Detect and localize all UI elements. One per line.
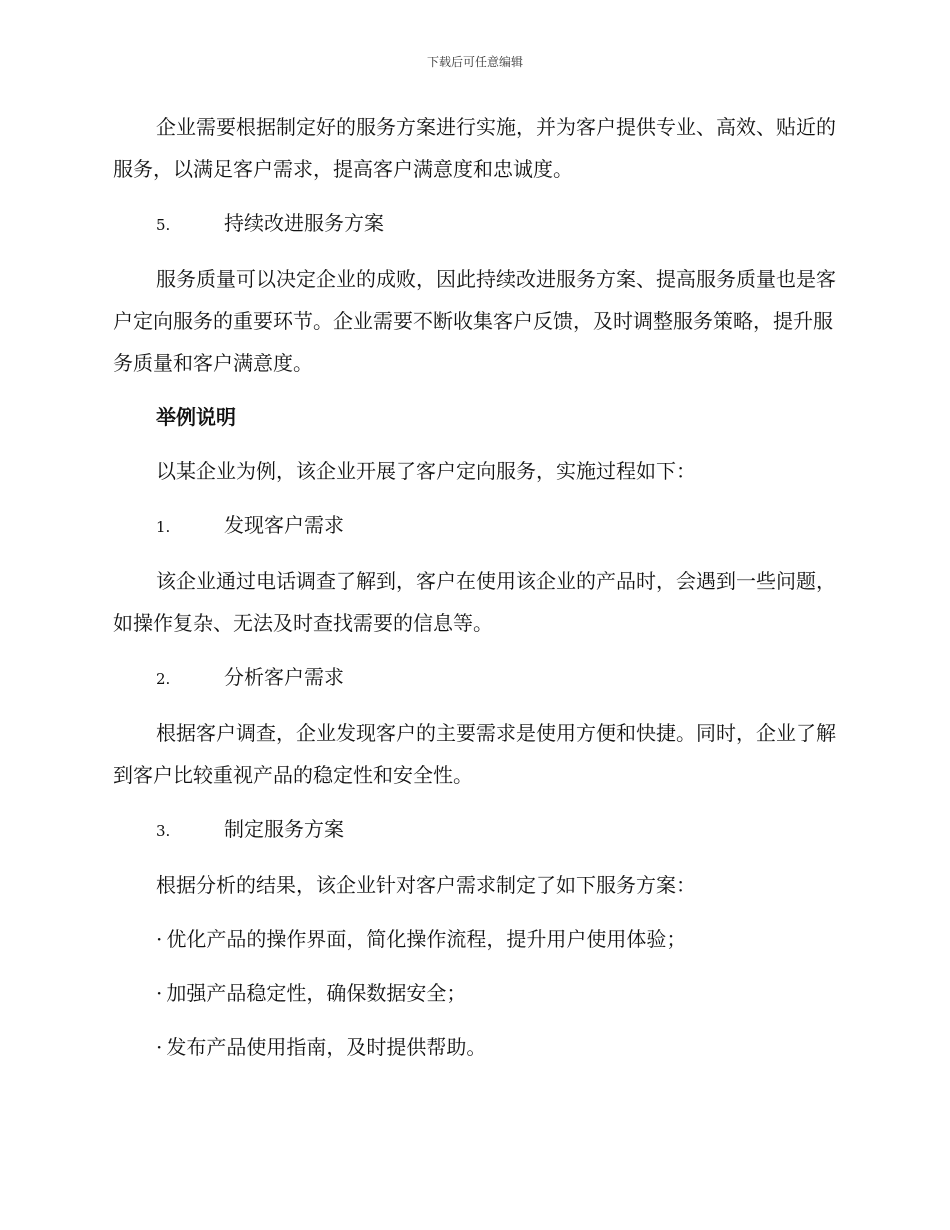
bullet-mark: · xyxy=(156,927,163,951)
bullet-item xyxy=(113,1026,837,1068)
paragraph-improvement: 服务质量可以决定企业的成败，因此持续改进服务方案、提高服务质量也是客户定向服务的重要环节。企业需要不断收集客户反馈，及时调整服务策略，提升服务质量和客户满意度。 xyxy=(113,267,836,375)
paragraph-discover-needs: 该企业通过电话调查了解到，客户在使用该企业的产品时，会遇到一些问题，如操作复杂、无法及时查找需要的信息等。 xyxy=(113,569,836,635)
numbered-item-5 xyxy=(113,202,837,246)
item-number: 2. xyxy=(156,670,171,688)
bullet-item xyxy=(113,918,837,960)
page-header: 下载后可任意编辑 xyxy=(426,55,523,69)
bullet-mark: · xyxy=(156,1035,163,1059)
document-body xyxy=(113,106,837,1080)
paragraph-analyze-needs: 根据客户调查，企业发现客户的主要需求是使用方便和快捷。同时，企业了解到客户比较重视产品的稳定性和安全性。 xyxy=(113,721,836,787)
numbered-item-1 xyxy=(113,504,837,548)
item-number: 5. xyxy=(156,216,171,234)
section-heading-example: 举例说明 xyxy=(156,405,236,429)
bullet-text: 发布产品使用指南，及时提供帮助。 xyxy=(166,1035,487,1059)
paragraph-plan-intro: 根据分析的结果，该企业针对客户需求制定了如下服务方案： xyxy=(156,873,696,897)
paragraph-example-intro: 以某企业为例，该企业开展了客户定向服务，实施过程如下： xyxy=(156,459,696,483)
bullet-item xyxy=(113,972,837,1014)
item-title: 制定服务方案 xyxy=(224,817,344,841)
bullet-text: 加强产品稳定性，确保数据安全； xyxy=(166,981,467,1005)
bullet-text: 优化产品的操作界面，简化操作流程，提升用户使用体验； xyxy=(166,927,687,951)
item-number: 3. xyxy=(156,822,171,840)
paragraph-implementation: 企业需要根据制定好的服务方案进行实施，并为客户提供专业、高效、贴近的服务，以满足客户需求，提高客户满意度和忠诚度。 xyxy=(113,115,836,181)
numbered-item-3 xyxy=(113,808,837,852)
item-title: 分析客户需求 xyxy=(224,665,344,689)
numbered-item-2 xyxy=(113,656,837,700)
item-title: 持续改进服务方案 xyxy=(224,211,384,235)
item-title: 发现客户需求 xyxy=(224,513,344,537)
bullet-mark: · xyxy=(156,981,163,1005)
item-number: 1. xyxy=(156,518,171,536)
